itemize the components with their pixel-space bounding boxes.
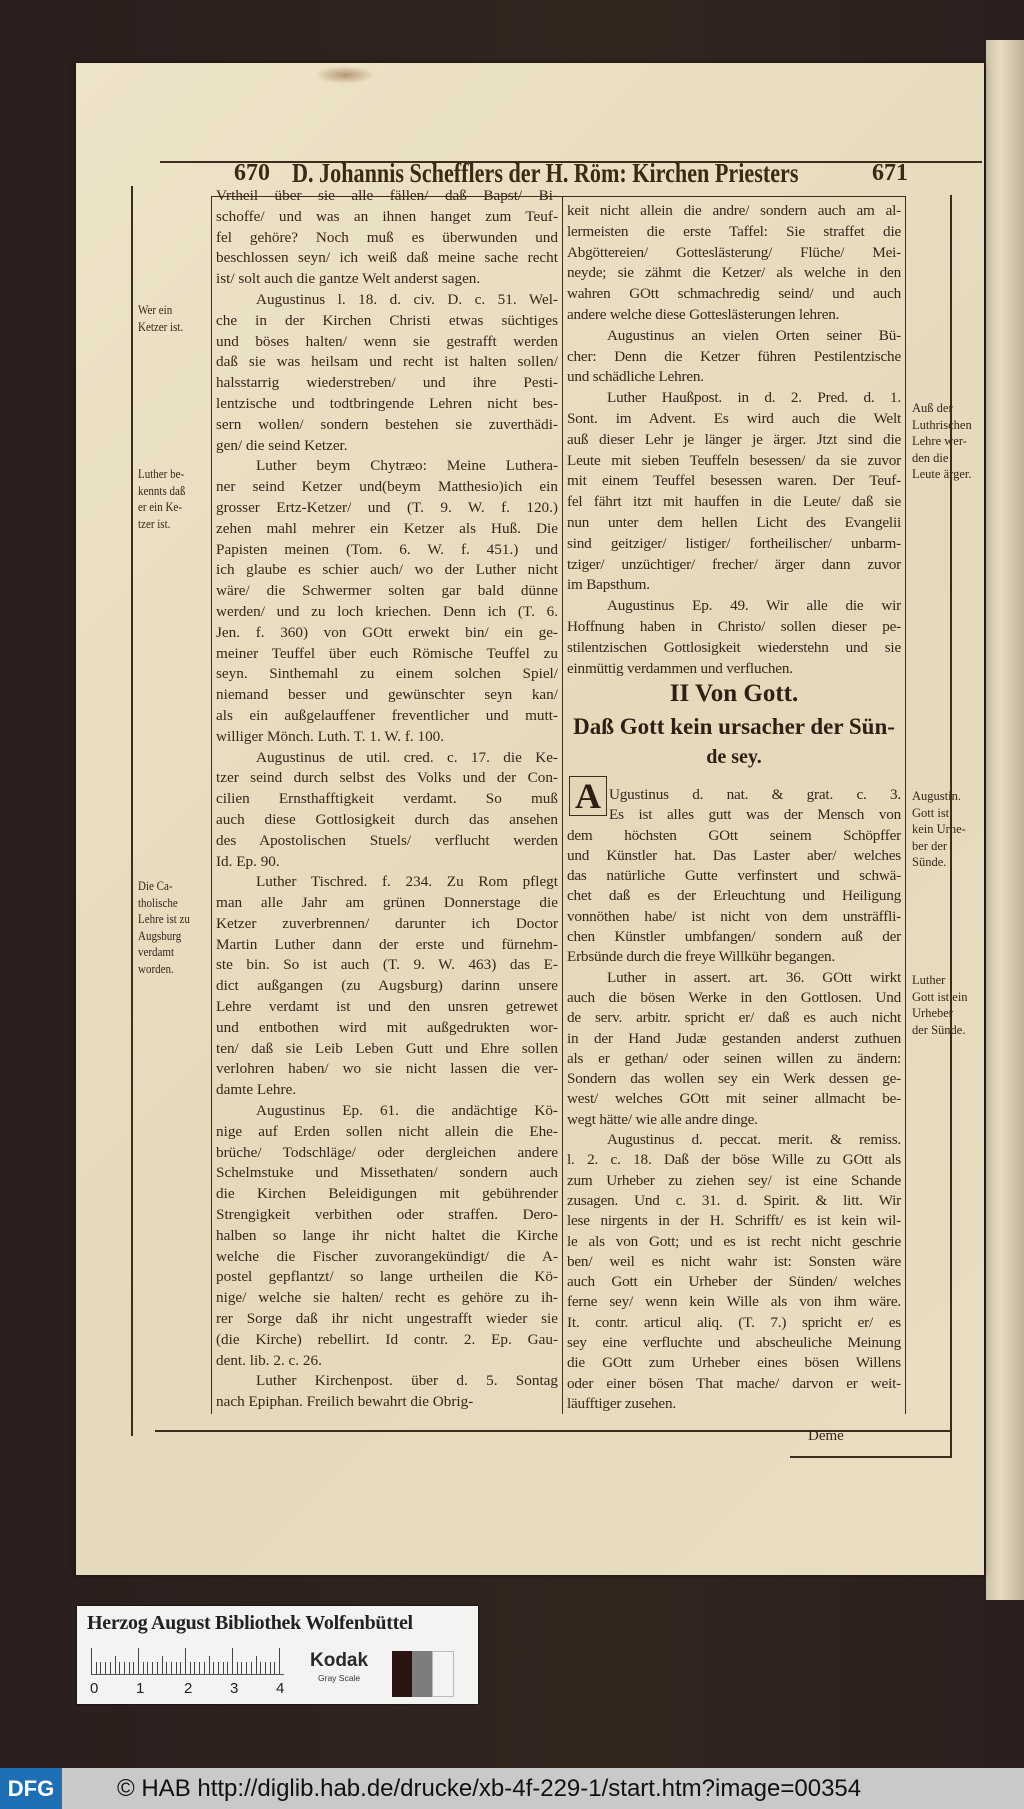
text-line: brüche/ Todschläge/ oder dergleichen andere [216,1143,558,1161]
margin-note-line: der Sünde. [912,1022,966,1037]
left-text-column [216,186,558,1413]
margin-note-line: Lehre wer- [912,434,967,448]
text-line: und böses halten/ wenn sie gestrafft werden [216,332,558,350]
text-line: Leute mit sieben Teuffeln besessen/ da sie zuvor [567,451,901,469]
text-line: im Bapsthum. [567,576,650,594]
text-line: lermeisten die erste Taffel: Sie straffet die [567,222,901,240]
text-line: che in der Kirchen Christi etwas süchtiges [216,311,558,329]
copyright-url[interactable]: © HAB http://diglib.hab.de/drucke/xb-4f-229-1/start.htm?image=00354 [117,1775,862,1802]
ruler-label: 0 [90,1680,99,1697]
ruler-tick [180,1662,181,1674]
text-line: Lehre verdamt ist und den unsren getrewet [216,998,558,1016]
text-line: Papisten meinen (Tom. 6. W. f. 451.) und [216,540,558,558]
ruler-tick [194,1662,195,1674]
text-line: andere welche diese Gotteslästerungen lehren. [567,305,840,323]
text-line: auß dieser Lehr je länger je ärger. Jtzt sind die [567,430,901,448]
ruler-tick [100,1662,101,1674]
running-title: D. Johannis Schefflers der H. Röm: Kirchen Priesters [292,158,799,188]
ruler-tick [237,1662,238,1674]
ruler-tick [209,1656,210,1674]
text-line: als er gethan/ oder seinen willen zu ändern: [567,1049,901,1067]
text-line: Sondern das wollen sey ein Werk dessen ge- [567,1070,901,1088]
ruler-tick [260,1662,261,1674]
text-line: zehen mahl mehrer ein Ketzer als Huß. Die [216,519,558,537]
margin-note-line: Ketzer ist. [138,319,184,334]
ruler-tick [129,1662,130,1674]
ruler-label: 1 [136,1680,145,1697]
text-line: Luther Kirchenpost. über d. 5. Sontag [256,1372,558,1390]
frame-left-inner [211,196,212,1414]
text-line: und entbothen wird mit außgedrukten wor- [216,1018,558,1036]
text-line: wahren GOtt schmachredig seind/ und auch [567,285,901,303]
text-line: dem höchsten GOtt seinem Schöpffer [567,826,901,844]
text-line: chen Künstler umbfangen/ sondern auß der [567,928,901,946]
text-line: einmüttig verdammen und verfluchen. [567,659,793,677]
text-line: Es ist alles gutt was der Mensch von [609,806,901,824]
text-line: Luther Tischred. f. 234. Zu Rom pflegt [256,873,558,891]
text-line: nun unter dem hellen Licht des Evangelii [567,513,901,531]
text-line: auch diese Gottlosigkeit durch das ansehen [216,810,558,828]
text-line: vonnöthen habe/ ist nicht von dem unsträffli- [567,907,901,925]
margin-note-line: Auß der [912,401,953,415]
text-line: Augustinus de util. cred. c. 17. die Ke- [256,748,558,766]
text-line: in der Hand Judæ gestanden anderst zuthuen [567,1029,901,1047]
column-divider [562,196,563,1414]
text-line: Schelmstuke und Missethaten/ sondern auch [216,1164,558,1182]
text-line: Vrtheil über sie alle fällen/ daß Bapst/ Bi- [216,187,558,204]
gray-scale-label: Gray Scale [318,1673,361,1683]
margin-note-line: Wer ein [138,303,173,317]
ruler-tick [171,1662,172,1674]
text-line: Id. Ep. 90. [216,852,280,870]
text-line: (die Kirche) rebellirt. Id contr. 2. Ep. Gau- [216,1330,558,1348]
text-line: auch Gott ein Urheber der Sünden/ welches [567,1273,901,1291]
margin-note-line: verdamt [138,945,175,959]
text-line: niemand besser und gewünschter seyn kan/ [216,686,558,704]
text-line: nige/ welche sie halten/ recht es gehöre zu ih- [216,1289,558,1307]
margin-note-line: Lehre ist zu [138,912,190,926]
text-line: fel fährt itzt mit hauffen in die Leute/ daß sie [567,493,901,511]
text-line: beschlossen seyn/ ich weiß daß meine sache recht [216,249,558,267]
text-line: als ein außgelauffener freventlicher und mutt- [216,706,558,724]
ruler-label: 3 [230,1680,239,1697]
text-line: die Kirchen Beleidigungen mit gebührender [216,1185,558,1203]
margin-note-line: Sünde. [912,855,947,869]
text-line: Augustinus d. peccat. merit. & remiss. [607,1131,901,1149]
margin-note-line: Augsburg [138,928,182,943]
kodak-logo: Kodak [310,1650,369,1671]
text-line: Luther beym Chytræo: Meine Luthera- [256,457,558,475]
margin-note-line: Leute ärger. [912,467,972,481]
text-line: rer Sorge daß ihr nicht ungestrafft wieder sie [216,1310,558,1328]
margin-note [912,972,968,1038]
ruler-tick [124,1662,125,1674]
text-line: Abgöttereien/ Gotteslästerung/ Flüche/ Mei- [567,243,901,261]
ruler-tick [133,1662,134,1674]
ruler-tick [213,1662,214,1674]
margin-note-line: tzer ist. [138,516,171,531]
text-line: fel gehöre? Noch muß es überwunden und [216,228,558,246]
text-line: postel gepflantzt/ so lange urtheilen die Kö- [216,1268,558,1286]
ruler-tick [256,1656,257,1674]
text-line: verlohren haben/ wo sie nicht lassen die ver- [216,1060,558,1078]
gray-swatch-mid [412,1651,432,1697]
margin-note-line: Augustin. [912,789,961,803]
text-line: mit einem Teuffel besessen waren. Der Teuf- [567,472,901,490]
dfg-logo: DFG [0,1768,62,1809]
margin-note-line: Luther be- [138,467,185,481]
text-line: Augustinus Ep. 61. die andächtige Kö- [256,1102,558,1120]
ruler-tick [105,1662,106,1674]
text-line: Augustinus Ep. 49. Wir alle die wir [607,597,901,615]
ruler-tick [185,1648,186,1674]
margin-note-line: er ein Ke- [138,500,182,514]
text-line: cilien Ernsthafftigkeit verdamt. So muß [216,790,558,808]
ruler-tick [241,1662,242,1674]
paper-stain [315,66,375,84]
section-subheading: Daß Gott kein ursacher der Sün- [573,714,895,739]
text-line: damte Lehre. [216,1081,297,1099]
right-text-column-bottom [567,785,901,1414]
margin-note-line: den die [912,450,949,465]
text-line: williger Mönch. Luth. T. 1. W. f. 100. [216,727,445,745]
text-line: seyn. Sinthemahl zu einem solchen Spiel/ [216,665,558,683]
ruler-tick [190,1662,191,1674]
text-line: welche die Fischer zuvorangekündigt/ die A- [216,1247,558,1265]
text-line: le als von Gott; und es ist recht nicht geschrie [567,1232,901,1250]
text-line: dict außgangen (zu Augsburg) darinn unsere [216,977,558,995]
text-line: man alle Jahr am grünen Donnerstage die [216,894,558,912]
color-reference-card [77,1606,478,1704]
ruler-tick [162,1656,163,1674]
text-line: auch die bösen Werke in den Gottlosen. Und [567,988,901,1006]
margin-note-line: kein Urhe- [912,822,966,836]
margin-note [138,878,190,977]
gray-swatch-light [432,1651,454,1697]
text-line: läufftiger zusehen. [567,1394,676,1412]
text-line: stilentzischen Gottlosigkeit wiederstehn und sie [567,638,901,656]
drop-cap: A [569,776,607,816]
ruler-tick [279,1648,280,1674]
text-line: wegt hätte/ wie alle andre dinge. [567,1110,758,1128]
ruler-tick [119,1662,120,1674]
text-line: Ketzer zuverbrennen/ darunter ich Doctor [216,914,558,932]
text-line: ich glaube es schier auch/ wo der Luther nicht [216,561,558,579]
ruler-tick [223,1662,224,1674]
text-line: It. contr. articul aliq. (T. 7.) spricht er/ es [567,1313,901,1331]
gray-swatch-dark [392,1651,412,1697]
ruler-tick [96,1662,97,1674]
margin-note-line: Gott ist [912,805,950,820]
frame-right-inner [905,196,906,1414]
ruler-tick [204,1662,205,1674]
text-line: chet daß es der Erleuchtung und Heiligung [567,887,901,905]
ruler-tick [115,1656,116,1674]
page-number-right: 671 [872,160,908,186]
frame-left-outer [131,186,133,1436]
text-line: meiner Teuffel über euch Römische Teuffel zu [216,644,558,662]
text-line: daß sie was heilsam und recht ist halten sollen/ [216,353,558,371]
margin-note [912,788,966,871]
ruler-tick [176,1662,177,1674]
text-line: gen/ die seind Ketzer. [216,436,348,454]
text-line: die GOtt zum Urheber eines bösen Willens [567,1354,901,1372]
text-line: neyde; sie zähmt die Ketzer/ als welche in den [567,264,901,282]
text-line: west/ welches GOtt mit seiner allmacht be- [567,1090,901,1108]
text-line: Sont. im Advent. Es wird auch die Welt [567,409,901,427]
text-line: werden/ und zu loch kriechen. Denn ich (T. 6. [216,602,558,620]
text-line: ferne sey/ wenn kein Wille als von ihm wäre. [567,1293,901,1311]
text-line: Augustinus an vielen Orten seiner Bü- [607,326,901,344]
text-line: cher: Denn die Ketzer führen Pestilentzische [567,347,901,365]
ruler-label: 2 [184,1680,193,1697]
margin-note-line: Luthrischen [912,417,972,432]
text-line: Jen. f. 360) von GOtt erwekt bin/ ein ge- [216,623,558,641]
text-line: des Apostolischen Stuels/ verflucht werden [216,831,558,849]
section-heading: II Von Gott. [669,680,799,707]
text-line: das natürliche Gutte verfinstert und schwä- [567,867,901,885]
ruler-tick [110,1662,111,1674]
text-line: schoffe/ und was an ihnen hanget zum Teuf- [216,207,558,225]
margin-note-line: Gott ist ein [912,989,968,1004]
right-text-column-top [567,201,901,679]
text-line: zusagen. Und c. 31. d. Spirit. & litt. Wir [567,1191,901,1209]
text-line: Martin Luther dann der erste und fürnehm- [216,935,558,953]
ruler-tick [251,1662,252,1674]
ruler-tick [157,1662,158,1674]
margin-note [138,466,185,532]
margin-note-line: ber der [912,838,948,853]
text-line: grosser Ertz-Ketzer/ und (T. 9. W. f. 120.) [216,498,558,516]
text-line: nach Epiphan. Freilich bewahrt die Obrig- [216,1393,474,1411]
margin-note-line: Die Ca- [138,879,173,893]
section-subheading-cont: de sey. [706,746,762,768]
text-line: Luther in assert. art. 36. GOtt wirkt [607,968,901,986]
text-line: ste bin. So ist auch (T. 9. W. 463) das E- [216,956,558,974]
text-line: ist/ solt auch die gantze Welt anderst sagen. [216,270,481,288]
text-line: sind geitziger/ listiger/ fortheilischer/ unbarm- [567,534,901,552]
text-line: ben/ weil es nicht wahr ist: Sonsten wäre [567,1252,901,1270]
ruler-tick [227,1662,228,1674]
text-line: sern wollen/ sondern bestehen sie zuverthädi- [216,415,558,433]
ruler-tick [91,1648,92,1674]
ruler-tick [166,1662,167,1674]
text-line: zum Urheber zu ziehen sey/ ist eine Schande [567,1171,901,1189]
footer-bar [0,1768,1024,1809]
ruler-tick [199,1662,200,1674]
ruler-tick [218,1662,219,1674]
margin-note-line: Urheber [912,1006,953,1020]
text-line: und schädliche Lehren. [567,368,704,386]
text-line: lese nirgents in der H. Schrifft/ es ist kein wil- [567,1212,901,1230]
text-line: Ugustinus d. nat. & grat. c. 3. [609,786,901,803]
ruler-tick [143,1662,144,1674]
library-name: Herzog August Bibliothek Wolfenbüttel [87,1612,413,1634]
text-line: wäre/ die Schwermer solten gar bald dünne [216,582,558,600]
text-line: Hoffnung haben in Christo/ sollen dieser pe- [567,617,901,635]
text-line: de serv. arbitr. spricht er/ daß es auch nicht [567,1009,901,1027]
text-line: Strengigkeit verbithen oder straffen. Dero- [216,1206,558,1224]
margin-note-line: worden. [138,961,174,976]
text-line: halben so lange ihr nicht haltet die Kirche [216,1226,558,1244]
ruler-tick [265,1662,266,1674]
text-line: dent. lib. 2. c. 26. [216,1351,322,1369]
text-line: sey eine verfluchte und abscheuliche Meinung [567,1334,901,1352]
text-line: ten/ daß sie Leib Leben Gutt und Ehre sollen [216,1039,558,1057]
text-line: nige auf Erden sollen nicht allein die Ehe- [216,1122,558,1140]
text-line: halsstarrig wiederstreben/ und ihre Pesti- [216,374,558,392]
text-line: oder einer bösen That mache/ darvon er weit- [567,1374,901,1392]
margin-note [138,302,183,335]
text-line: keit nicht allein die andre/ sondern auch am al- [567,202,901,219]
text-line: Augustinus l. 18. d. civ. D. c. 51. Wel- [256,290,558,308]
text-line: tzer seind durch selbst des Volks und der Con- [216,769,558,787]
margin-note-line: kennts daß [138,483,186,498]
ruler-tick [152,1662,153,1674]
catchword: Deme [808,1428,844,1444]
margin-note [912,400,972,483]
ruler-tick [246,1662,247,1674]
ruler-tick [274,1662,275,1674]
text-line: lentzische und todtbringende Lehren nicht bes- [216,394,558,412]
scale-ruler [91,1648,284,1675]
text-line: l. 2. c. 18. Daß der böse Wille zu GOtt als [567,1151,901,1169]
margin-note-line: tholische [138,895,178,910]
ruler-tick [147,1662,148,1674]
ruler-tick [232,1648,233,1674]
text-line: und Künstler hat. Das Laster aber/ welches [567,846,901,864]
ruler-tick [138,1648,139,1674]
bottom-rule-outer [790,1456,952,1458]
text-line: Luther Haußpost. in d. 2. Pred. d. 1. [607,389,901,407]
adjacent-page-edge [986,40,1024,1600]
page-number-left: 670 [234,160,270,186]
margin-note-line: Luther [912,973,946,987]
ruler-label: 4 [276,1680,285,1697]
text-line: ner seind Ketzer und(beym Matthesio)ich ein [216,478,558,496]
text-line: Erbsünde durch die freye Willkühr begangen. [567,948,836,966]
ruler-tick [270,1662,271,1674]
text-line: tziger/ unzüchtiger/ frecher/ ärger dann zuvor [567,555,901,573]
